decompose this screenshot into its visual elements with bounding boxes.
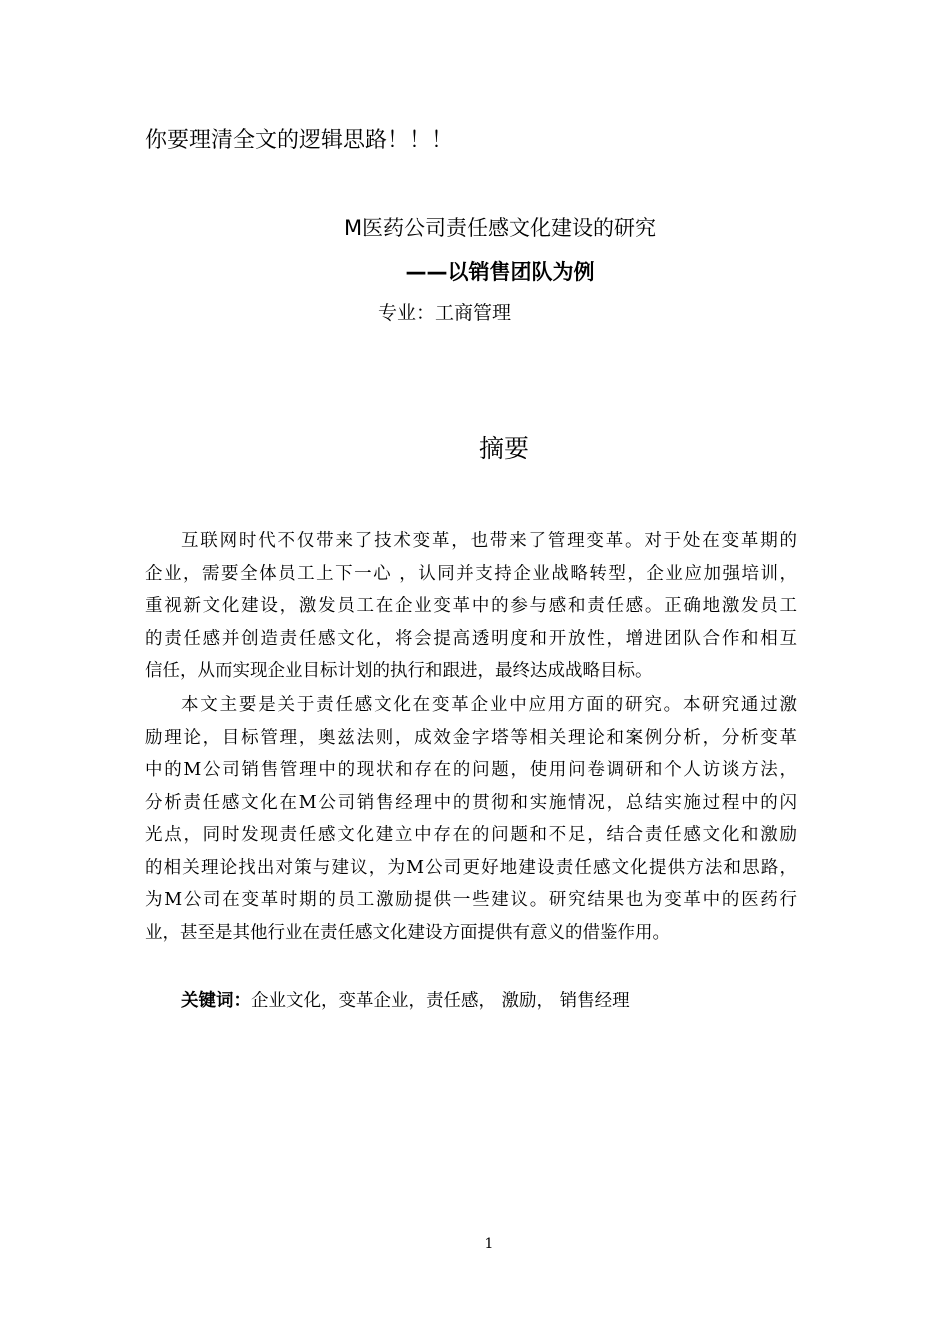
- paragraph-line: 信任，从而实现企业目标计划的执行和跟进，最终达成战略目标。: [145, 661, 653, 681]
- abstract-heading: 摘要: [478, 434, 529, 463]
- keywords-label: 关键词：: [181, 991, 251, 1011]
- paragraph-line: 分析责任感文化在M公司销售经理中的贯彻和实施情况，总结实施过程中的闪: [145, 792, 797, 813]
- abstract-paragraph-1: [145, 525, 797, 688]
- paragraph-line: 重视新文化建设，激发员工在企业变革中的参与感和责任感。正确地激发员工: [145, 596, 797, 616]
- paragraph-line: 企业，需要全体员工上下一心 ，认同并支持企业战略转型，企业应加强培训，: [145, 563, 797, 584]
- paragraph-line: 的责任感并创造责任感文化，将会提高透明度和开放性，增进团队合作和相互: [145, 628, 797, 649]
- paragraph-line: 的相关理论找出对策与建议，为M公司更好地建设责任感文化提供方法和思路，: [145, 857, 797, 878]
- paragraph-line: 为M公司在变革时期的员工激励提供一些建议。研究结果也为变革中的医药行: [145, 890, 797, 910]
- reminder-note: 你要理清全文的逻辑思路！！！: [145, 128, 454, 153]
- page-number: 1: [484, 1236, 494, 1252]
- paragraph-line: 光点，同时发现责任感文化建立中存在的问题和不足，结合责任感文化和激励: [145, 825, 797, 845]
- paragraph-line: 本文主要是关于责任感文化在变革企业中应用方面的研究。本研究通过激: [181, 695, 797, 715]
- keywords-line: [181, 986, 630, 1016]
- document-title: M医药公司责任感文化建设的研究: [343, 216, 657, 240]
- paragraph-line: 中的M公司销售管理中的现状和存在的问题，使用问卷调研和个人访谈方法，: [145, 760, 797, 780]
- paragraph-line: 互联网时代不仅带来了技术变革，也带来了管理变革。对于处在变革期的: [181, 531, 797, 551]
- keywords-value: 企业文化，变革企业，责任感， 激励， 销售经理: [251, 991, 630, 1011]
- document-subtitle: ——以销售团队为例: [405, 260, 595, 284]
- abstract-paragraph-2: [145, 689, 797, 949]
- major-label: 专业：工商管理: [378, 302, 512, 324]
- paragraph-line: 励理论，目标管理，奥兹法则，成效金字塔等相关理论和案例分析，分析变革: [145, 727, 797, 748]
- paragraph-line: 业，甚至是其他行业在责任感文化建设方面提供有意义的借鉴作用。: [145, 922, 670, 943]
